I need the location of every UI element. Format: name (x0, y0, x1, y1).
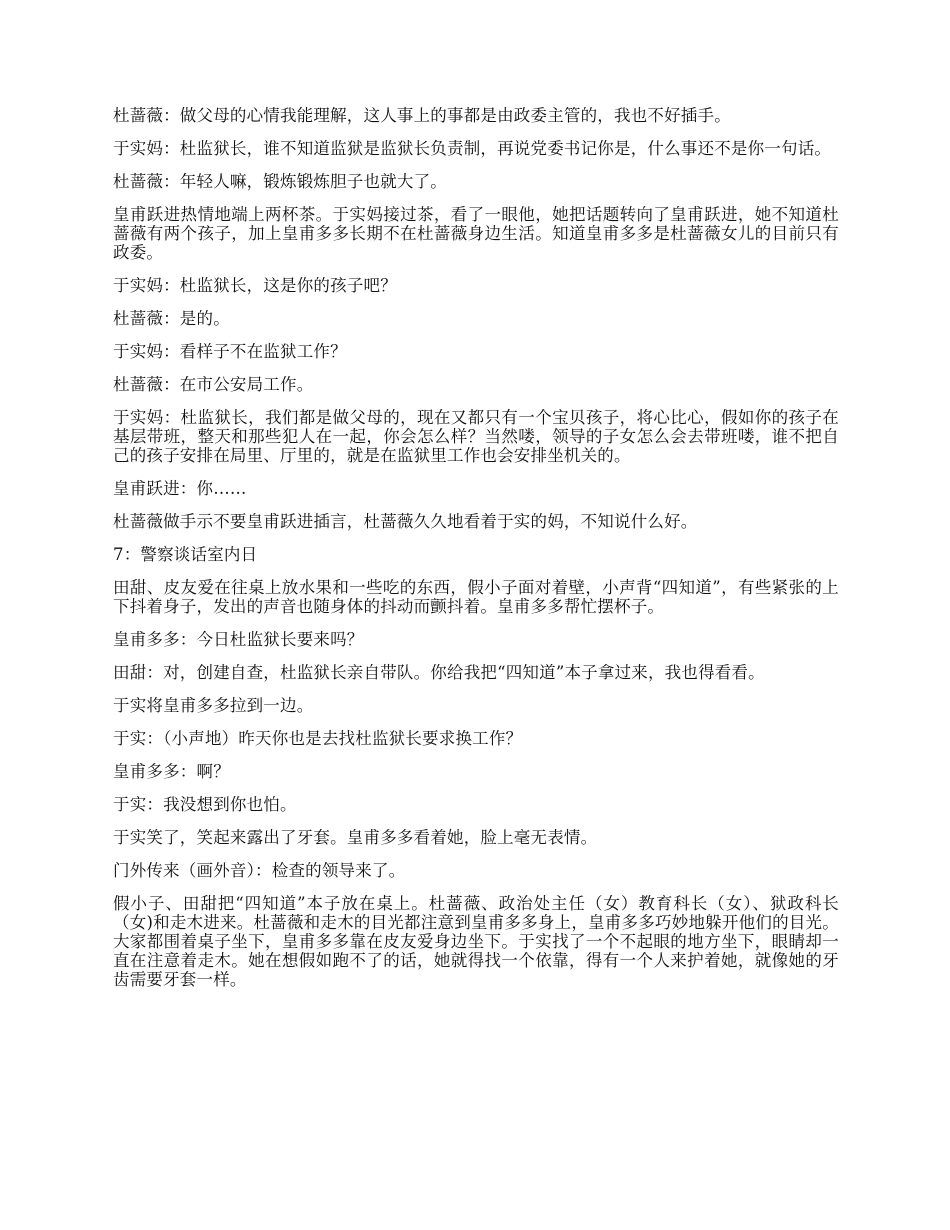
paragraph: 门外传来（画外音）：检查的领导来了。 (113, 861, 406, 880)
paragraph: 皇甫跃进：你…… (113, 479, 247, 498)
paragraph: 杜蔷薇：年轻人嘛，锻炼锻炼胆子也就大了。 (113, 172, 447, 191)
paragraph: 于实：（小声地）昨天你也是去找杜监狱长要求换工作？ (113, 729, 523, 748)
paragraph: 于实妈：杜监狱长，谁不知道监狱是监狱长负责制，再说党委书记你是，什么事还不是你一句话。 (113, 139, 832, 158)
scene-heading: 7：警察谈话室内日 (113, 545, 258, 564)
paragraph: 杜蔷薇：是的。 (113, 309, 230, 328)
paragraph: 杜蔷薇做手示不要皇甫跃进插言，杜蔷薇久久地看着于实的妈，不知说什么好。 (113, 512, 698, 531)
paragraph: 皇甫多多：啊？ (113, 762, 230, 781)
paragraph: 皇甫跃进热情地端上两杯茶。于实妈接过茶，看了一眼他，她把话题转向了皇甫跃进，她不知道杜蔷薇有两个孩子，加上皇甫多多长期不在杜蔷薇身边生活。知道皇甫多多是杜蔷薇女儿的目前只有政委。 (113, 205, 839, 262)
paragraph: 杜蔷薇：在市公安局工作。 (113, 375, 314, 394)
paragraph: 于实妈：杜监狱长，这是你的孩子吧？ (113, 276, 397, 295)
paragraph: 皇甫多多：今日杜监狱长要来吗？ (113, 630, 364, 649)
paragraph: 田甜：对，创建自查，杜监狱长亲自带队。你给我把“四知道”本子拿过来，我也得看看。 (113, 663, 765, 682)
paragraph: 假小子、田甜把“四知道”本子放在桌上。杜蔷薇、政治处主任（女）教育科长（女）、狱政科长（女)和走木进来。杜蔷薇和走木的目光都注意到皇甫多多身上，皇甫多多巧妙地躲开他们的目光。大家都围着桌子坐下，皇甫多多靠在皮友爱身边坐下。于实找了一个不起眼的地方坐下，眼睛却一直在注意着走木。她在想假如跑不了的话，她就得找一个依靠，得有一个人来护着她，就像她的牙齿需要牙套一样。 (113, 894, 839, 989)
document-body (113, 106, 839, 1003)
paragraph: 田甜、皮友爱在往桌上放水果和一些吃的东西，假小子面对着壁，小声背“四知道”，有些紧张的上下抖着身子，发出的声音也随身体的抖动而颤抖着。皇甫多多帮忙摆杯子。 (113, 578, 839, 616)
paragraph: 于实妈：杜监狱长，我们都是做父母的，现在又都只有一个宝贝孩子，将心比心，假如你的孩子在基层带班，整天和那些犯人在一起，你会怎么样？当然喽，领导的子女怎么会去带班喽，谁不把自己的孩子安排在局里、厅里的，就是在监狱里工作也会安排坐机关的。 (113, 408, 839, 465)
paragraph: 杜蔷薇：做父母的心情我能理解，这人事上的事都是由政委主管的，我也不好插手。 (113, 106, 731, 125)
paragraph: 于实将皇甫多多拉到一边。 (113, 696, 314, 715)
paragraph: 于实：我没想到你也怕。 (113, 795, 297, 814)
paragraph: 于实妈：看样子不在监狱工作？ (113, 342, 347, 361)
paragraph: 于实笑了，笑起来露出了牙套。皇甫多多看着她，脸上毫无表情。 (113, 828, 598, 847)
